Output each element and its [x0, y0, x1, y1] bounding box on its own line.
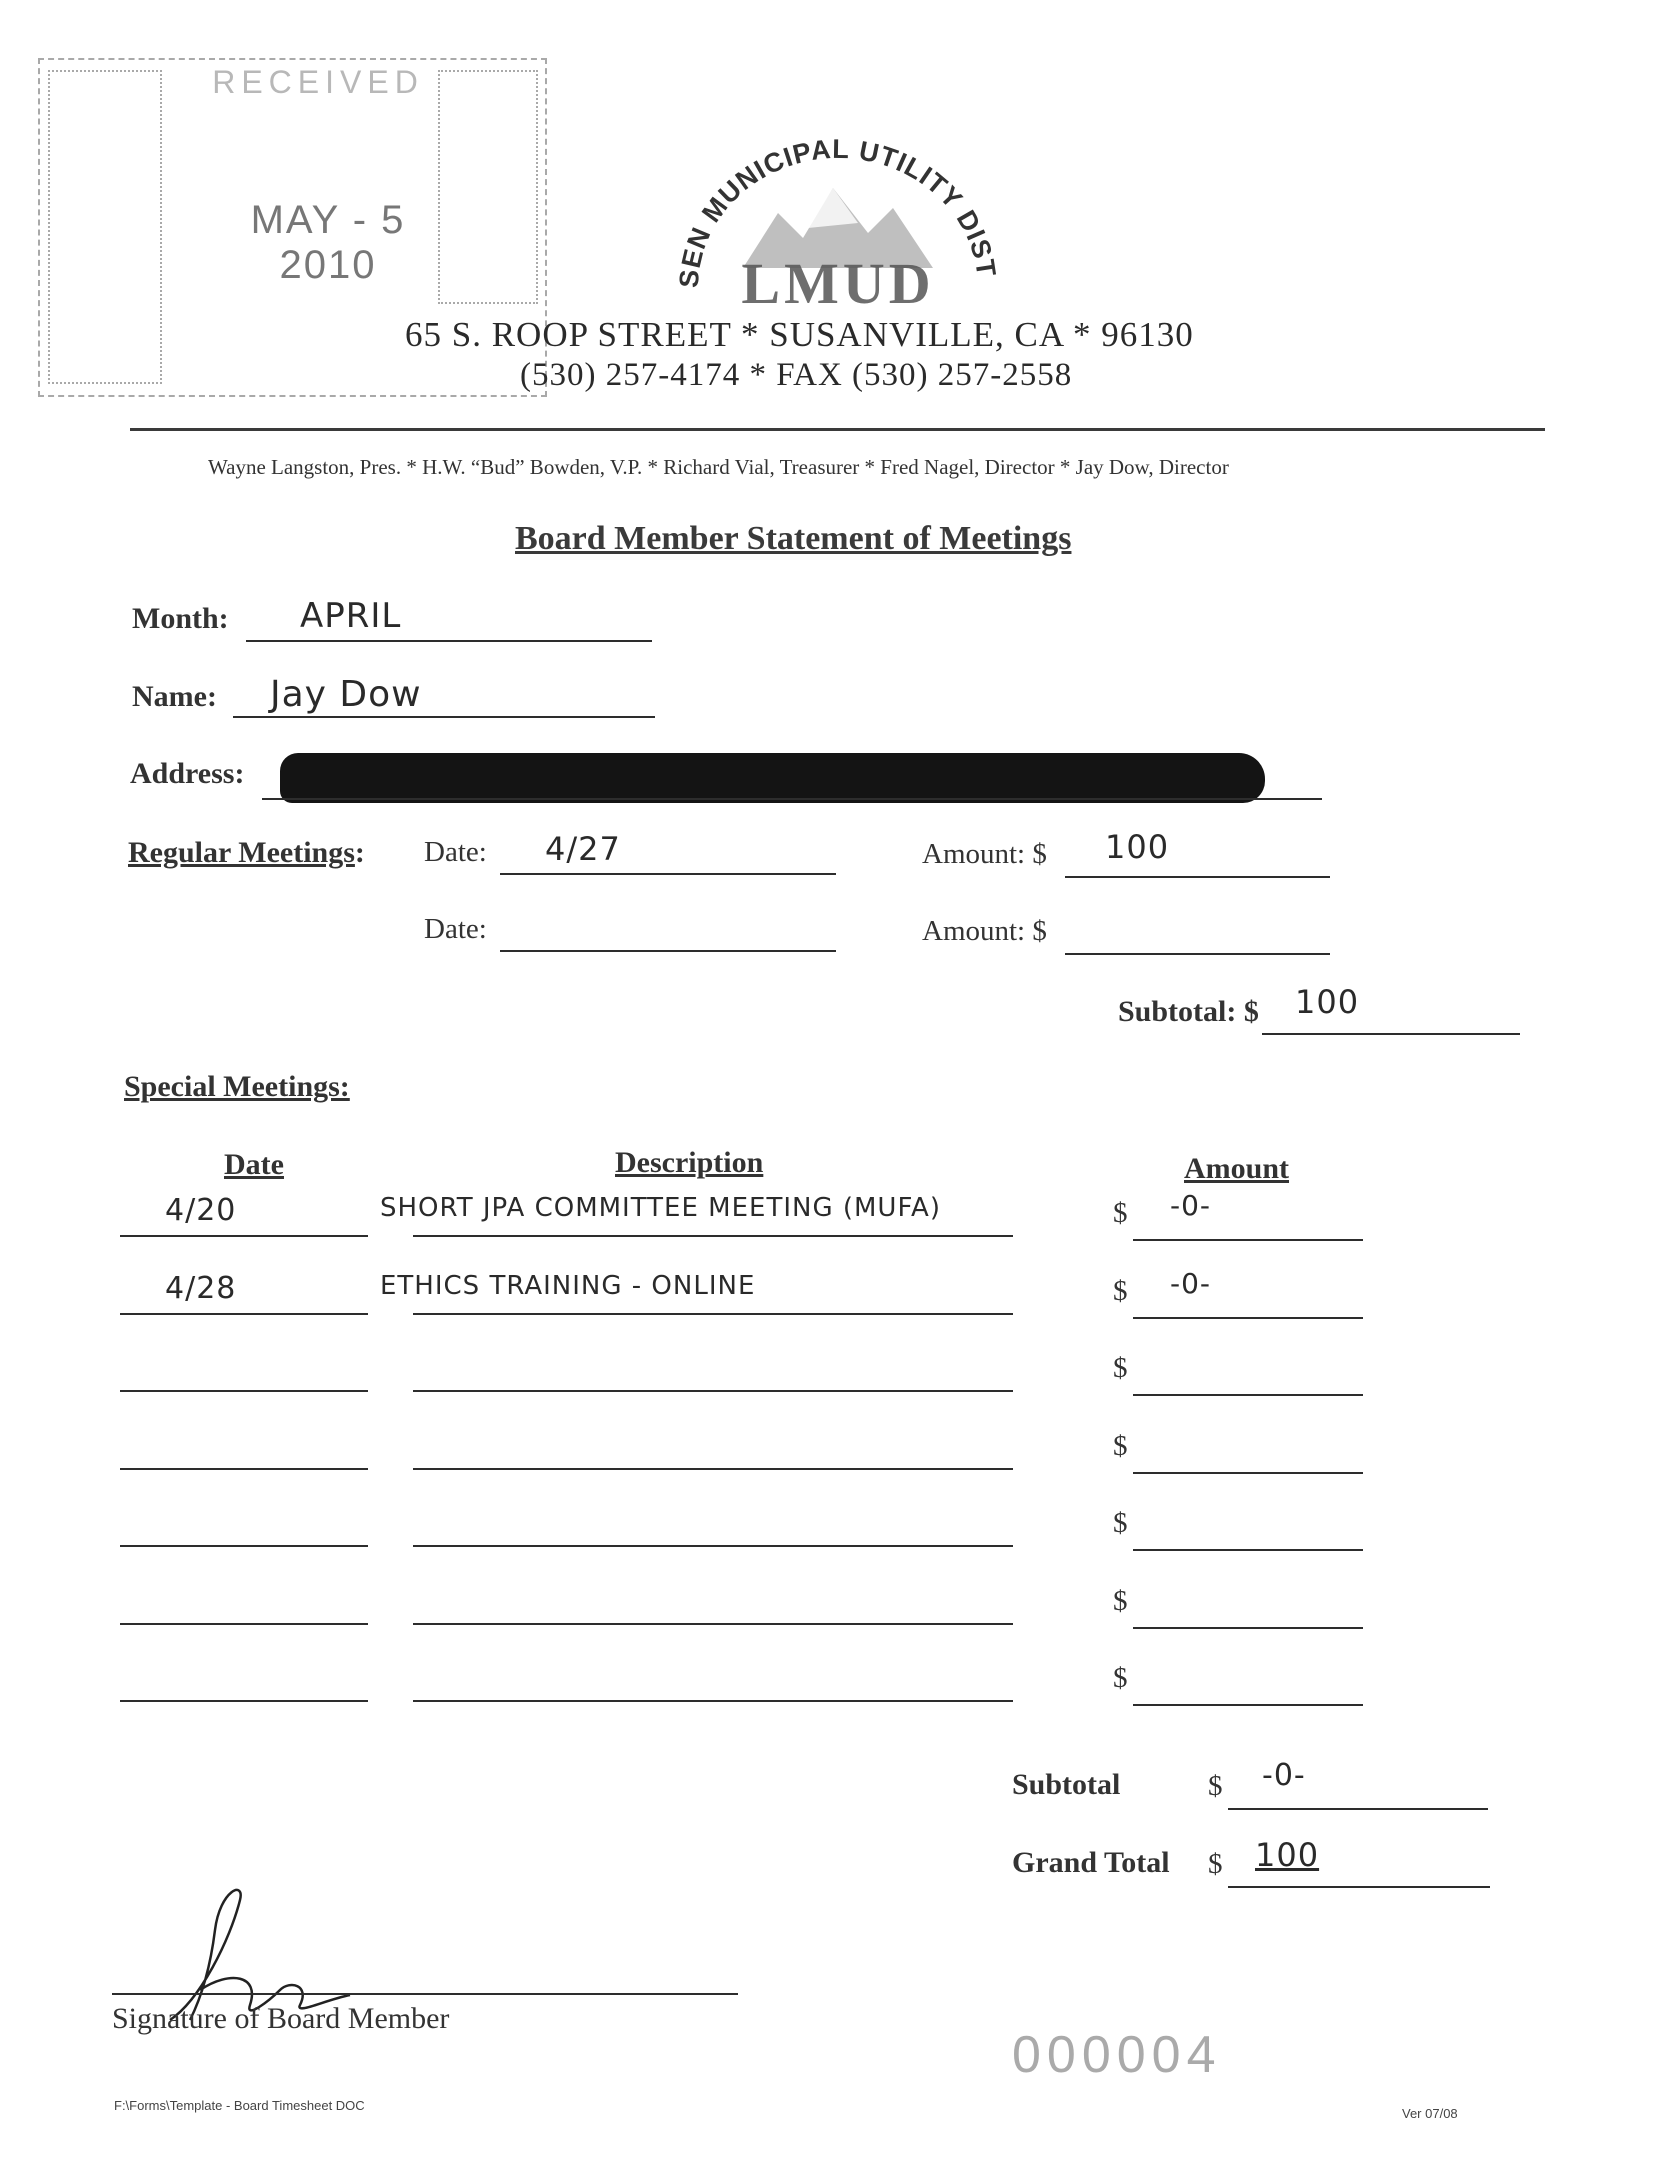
regular-subtotal-value[interactable]: 100 [1295, 983, 1360, 1021]
regular-amount-label-1: Amount: $ [922, 838, 1047, 870]
grand-total-line [1228, 1886, 1490, 1888]
regular-date-label-2: Date: [424, 913, 487, 945]
special-row-description-line [413, 1390, 1013, 1392]
special-row-amount-line [1133, 1239, 1363, 1241]
special-meetings-label: Special Meetings: [124, 1070, 350, 1103]
special-row-description[interactable]: SHORT JPA COMMITTEE MEETING (MUFA) [380, 1193, 941, 1223]
special-row-date-line [120, 1545, 368, 1547]
special-row-date-line [120, 1313, 368, 1315]
grand-total-label: Grand Total [1012, 1846, 1170, 1879]
column-header-amount: Amount [1184, 1152, 1290, 1185]
stamp-date-text: MAY - 5 2010 [250, 198, 406, 287]
regular-subtotal-label: Subtotal: $ [1118, 995, 1259, 1028]
month-value[interactable]: APRIL [300, 596, 402, 636]
special-row-dollar: $ [1113, 1352, 1128, 1384]
svg-text:LMUD: LMUD [741, 251, 935, 316]
special-row-description-line [413, 1700, 1013, 1702]
letterhead-phone-fax: (530) 257-4174 * FAX (530) 257-2558 [520, 357, 1073, 393]
grand-total-dollar: $ [1208, 1848, 1223, 1880]
special-row-dollar: $ [1113, 1430, 1128, 1462]
regular-amount-line-2 [1065, 953, 1330, 955]
special-row-amount-line [1133, 1317, 1363, 1319]
special-row-amount-line [1133, 1394, 1363, 1396]
special-row-description-line [413, 1235, 1013, 1237]
regular-date-label-1: Date: [424, 836, 487, 868]
special-row-date[interactable]: 4/28 [165, 1271, 237, 1306]
month-line [246, 640, 652, 642]
special-row-description[interactable]: ETHICS TRAINING - ONLINE [380, 1271, 756, 1301]
name-line [233, 716, 655, 718]
special-subtotal-dollar: $ [1208, 1770, 1223, 1802]
special-row-date-line [120, 1623, 368, 1625]
special-row-date-line [120, 1468, 368, 1470]
special-row-amount-line [1133, 1549, 1363, 1551]
special-subtotal-line [1228, 1808, 1488, 1810]
signature-line [112, 1993, 738, 1995]
special-row-dollar: $ [1113, 1585, 1128, 1617]
special-row-dollar: $ [1113, 1662, 1128, 1694]
footer-file-path: F:\Forms\Template - Board Timesheet DOC [114, 2098, 365, 2113]
special-row-amount-line [1133, 1704, 1363, 1706]
address-redaction [280, 753, 1265, 803]
regular-amount-value-1[interactable]: 100 [1105, 828, 1170, 866]
footer-version: Ver 07/08 [1402, 2106, 1458, 2121]
special-row-date[interactable]: 4/20 [165, 1193, 237, 1228]
grand-total-value[interactable]: 100 [1255, 1836, 1320, 1874]
form-title: Board Member Statement of Meetings [515, 520, 1072, 557]
special-row-dollar: $ [1113, 1275, 1128, 1307]
special-subtotal-label: Subtotal [1012, 1768, 1121, 1801]
special-row-dollar: $ [1113, 1197, 1128, 1229]
regular-amount-label-2: Amount: $ [922, 915, 1047, 947]
special-row-date-line [120, 1700, 368, 1702]
regular-meetings-label: Regular Meetings: [128, 836, 365, 869]
special-row-description-line [413, 1623, 1013, 1625]
board-member-list: Wayne Langston, Pres. * H.W. “Bud” Bowden, V.P. * Richard Vial, Treasurer * Fred Nagel, Director * Jay Dow, Director [208, 455, 1229, 479]
stamp-received-text: RECEIVED [212, 64, 424, 100]
special-row-amount-line [1133, 1472, 1363, 1474]
special-row-date-line [120, 1235, 368, 1237]
document-number: 000004 [1012, 2026, 1222, 2084]
stamp-left-column [48, 70, 162, 384]
regular-subtotal-line [1262, 1033, 1520, 1035]
regular-date-value-1[interactable]: 4/27 [545, 830, 621, 868]
address-label: Address: [130, 757, 245, 790]
special-row-date-line [120, 1390, 368, 1392]
address-line [262, 798, 1322, 800]
special-row-dollar: $ [1113, 1507, 1128, 1539]
column-header-description: Description [615, 1146, 764, 1179]
special-row-description-line [413, 1468, 1013, 1470]
regular-amount-line-1 [1065, 876, 1330, 878]
special-row-description-line [413, 1313, 1013, 1315]
column-header-date: Date [224, 1148, 284, 1181]
special-subtotal-value[interactable]: -0- [1262, 1758, 1306, 1793]
letterhead-address: 65 S. ROOP STREET * SUSANVILLE, CA * 96130 [405, 315, 1194, 354]
name-label: Name: [132, 680, 217, 713]
lmud-logo [668, 118, 1008, 318]
regular-date-line-1 [500, 873, 836, 875]
special-row-amount[interactable]: -0- [1170, 1267, 1212, 1300]
signature-label: Signature of Board Member [112, 2002, 450, 2035]
special-row-amount-line [1133, 1627, 1363, 1629]
svg-text:LASSEN MUNICIPAL UTILITY DISTR: SEN MUNICIPAL UTILITY DIST [673, 133, 1002, 289]
name-value[interactable]: Jay Dow [270, 674, 422, 715]
month-label: Month: [132, 602, 229, 635]
regular-date-line-2 [500, 950, 836, 952]
special-row-description-line [413, 1545, 1013, 1547]
letterhead-divider [130, 428, 1545, 431]
special-row-amount[interactable]: -0- [1170, 1189, 1212, 1222]
